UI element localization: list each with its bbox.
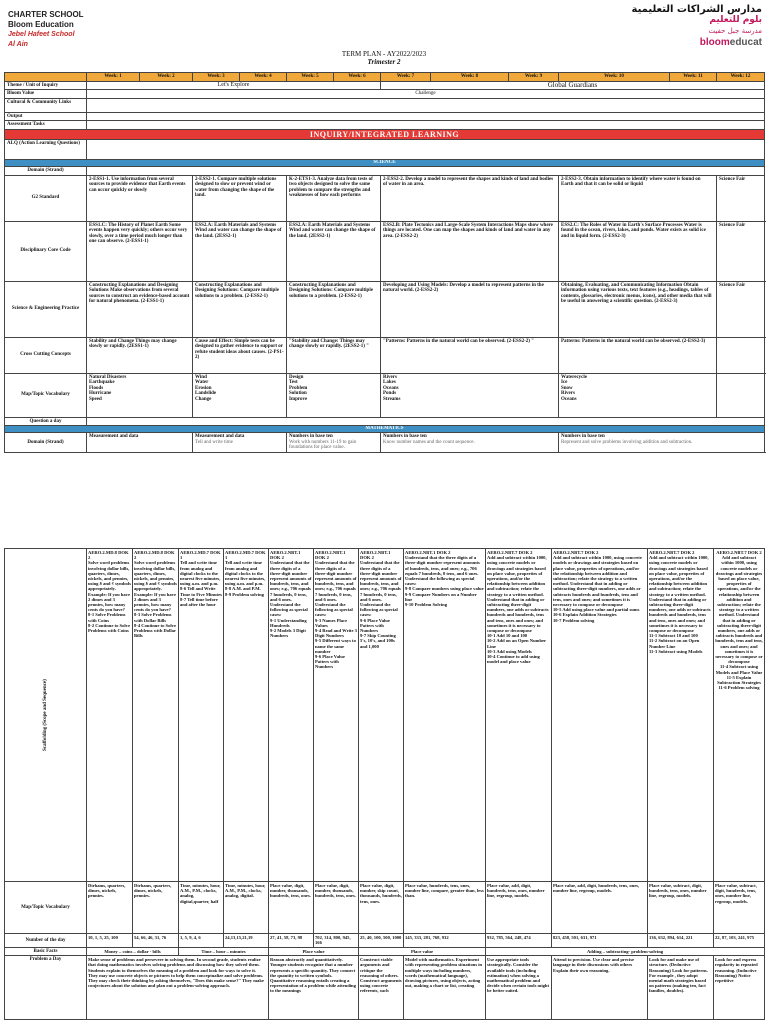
- domain-cell: Measurement and data Tell and write time: [193, 433, 287, 453]
- vocab-cell: Place value, add, digit, hundreds, tens, ones, number line, regroup, models.: [486, 882, 552, 934]
- vocab-cell: Place value, digit, number, thousands, hundreds, tens, ones.: [269, 882, 314, 934]
- inquiry-banner: INQUIRY/INTEGRATED LEARNING: [5, 129, 765, 139]
- vocab-cell: Natural Disasters Earthquake Floods Hurricane Speed: [87, 373, 193, 417]
- sep-cell: Constructing Explanations and Designing Solutions Make observations from several sources to construct an evidence-based account for natural phenomena. (2-ESS1-1): [87, 281, 193, 337]
- row-label: Assessment Tasks: [5, 121, 87, 130]
- sep-cell: Obtaining, Evaluating, and Communicating Information Obtain information using various texts, text features (e.g., headings, tables of contents, glossaries, electronic menus, icons), and other media that will be useful in answering a scientific question. (2-ESS2-3): [559, 281, 717, 337]
- row-label: Cultural & Community Links: [5, 98, 87, 112]
- pday-cell: Use appropriate tools strategically. Consider the available tools (including estimation) when solving a mathematical problem and decide when certain tools might be better suited.: [486, 956, 552, 1020]
- domain-cell: Measurement and data: [87, 433, 193, 453]
- inquiry-banner-row: [5, 129, 765, 139]
- standard-cell: 2-ESS2-1. Compare multiple solutions designed to slow or prevent wind or water from changing the shape of the land.: [193, 175, 287, 221]
- dci-cell: ESS1.C: The History of Planet Earth Some events happen very quickly; others occur very slowly, over a time period much longer than one can observe. (2-ESS1-1): [87, 221, 193, 281]
- dci-cell: ESS2.A: Earth Materials and Systems Wind and water can change the shape of the land. (2ESS2-1): [193, 221, 287, 281]
- question-day-row: [5, 417, 765, 426]
- output-row: [5, 112, 765, 121]
- dci-row: [5, 221, 765, 281]
- scaffold-cell: AERO.2.MD.7 DOK 1 Tell and write time from analog and digital clocks to the nearest five minutes, using a.m. and p.m. 8-8 A.M. and P.M. 8-9 Problem solving: [224, 549, 269, 882]
- trimester-label: Trimester 2: [367, 58, 401, 66]
- nod-cell: 823, 458, 501, 631, 971: [552, 934, 648, 948]
- scaffold-cell: AERO.2.NBT.1 DOK 2 Understand that the three digits of a three-digit number represent amounts of hundreds, tens, and ones; e.g., 706 equals 7 hundreds, 0 tens, and 6 ones. Understand the following as special cases: 9-1 Understanding Hundreds 9-2 Models 3 Digit Numbers: [269, 549, 314, 882]
- vocab-cell: Place value, hundreds, tens, ones, number line, compare, greater than, less than.: [404, 882, 486, 934]
- week-header: Week: 8: [431, 73, 509, 82]
- nod-cell: 1, 5, 9, 4, 6: [179, 934, 224, 948]
- theme-cell: Let's Explore: [87, 81, 381, 90]
- scaffold-cell: AERO.2.NBT.1 DOK 2 Understand that the three digits of a three-digit number represent amounts of hundreds, tens, and ones; e.g., 706 equals 7 hundreds, 0 tens, and 6 ones. Understand the following as special cases: 9-8 Compare numbers using place value 9-9 Compare Numbers on a Number line 9-10 Problem Solving: [404, 549, 486, 882]
- math-domain-row: [5, 433, 765, 453]
- ccc-cell: Patterns: Patterns in the natural world can be observed. (2-ESS2-3): [559, 337, 717, 373]
- row-label: Map/Topic Vocabulary: [5, 373, 87, 417]
- nod-cell: 702, 314, 800, 945, 166: [314, 934, 359, 948]
- week-header: Week: 6: [334, 73, 381, 82]
- row-label: Map/Topic Vocabulary: [5, 882, 87, 934]
- nod-cell: 932, 785, 564, 248, 474: [486, 934, 552, 948]
- vocab-cell: Waterecycle Ice Snow Rivers Oceans: [559, 373, 717, 417]
- row-label: ALQ (Action Learning Questions): [5, 139, 87, 159]
- problem-day-row: [5, 956, 765, 1020]
- arabic-school: مدرسة جبل حفيت: [708, 27, 762, 35]
- row-label: Basic Facts: [5, 948, 87, 956]
- pday-cell: Model with mathematics. Experiment with representing problem situations in multiple ways including numbers, words (mathematical language), drawing pictures, using objects, acting out, making a chart or list, creating: [404, 956, 486, 1020]
- scaffold-cell: AERO.2.NBT.7 DOK 2 Add and subtract within 1000, using concrete models or drawings and strategies based on place value, properties of operations, and/or the relationship between addition and subtraction; relate the strategy to a written method. Understand that in adding or subtracting three-digit numbers, one adds or subtracts hundreds and hundreds, tens and tens, ones and ones; and sometimes it is necessary to compose or decompose 10-5 Add using place value and partial sums 10-6 Explain Addition Strategies 10-7 Problem solving: [552, 549, 648, 882]
- facts-cell: Place value: [359, 948, 486, 956]
- ccc-cell: [717, 337, 765, 373]
- bloom-logo: [632, 4, 762, 48]
- alq-row: [5, 139, 765, 159]
- scaffold-cell: AERO.2.NBT.1 DOK 2 Understand that the three digits of a three-digit number represent amounts of hundreds, tens, and ones; e.g., 706 equals 7 hundreds, 0 tens, and 6 ones. Understand the following as special cases: 9-6 Place Value Patters with Numbers 9-7 Skip Counting 5's, 10's, and 100s and 1,000: [359, 549, 404, 882]
- ccc-cell: Cause and Effect: Simple tests can be designed to gather evidence to support or refute student ideas about causes. (2-PS1-2): [193, 337, 287, 373]
- science-vocab-row: [5, 373, 765, 417]
- school-name: Jebel Hafeet School: [8, 31, 75, 38]
- ccc-cell: Stability and Change Things may change slowly or rapidly. (2ESS1-1): [87, 337, 193, 373]
- bloom-value: Challenge: [87, 90, 765, 99]
- nod-cell: 27, 41, 58, 73, 98: [269, 934, 314, 948]
- row-label: Question a day: [5, 417, 87, 426]
- vocab-cell: Time, minutes, hour, A.M., P.M., clocks, analog, digital.: [224, 882, 269, 934]
- scaffold-cell: AERO.2.MD.7 DOK 1 Tell and write time from analog and digital clocks to the nearest five minutes, using a.m. and p.m. 8-6 Tell and Write Time to Five Minutes 8-7 Tell time before and after the hour: [179, 549, 224, 882]
- vocab-cell: Place value, subtract, digit, hundreds, tens, ones, number line, regroup, models.: [714, 882, 765, 934]
- empty-cell: [87, 166, 765, 175]
- scaffold-cell: AERO.2.MD.8 DOK 2 Solve word problems involving dollar bills, quarters, dimes, nickels, and pennies, using $ and ¢ symbols appropriately. Example: If you have 2 dimes and 3 pennies, how many cents do you have? 8-1 Solve Problems with Coins 8-2 Continue to Solve Problems with Coins: [87, 549, 133, 882]
- vocab-cell: [717, 373, 765, 417]
- dci-cell: Science Fair: [717, 221, 765, 281]
- row-label: Domain (Strand): [5, 433, 87, 453]
- row-label: Number of the day: [5, 934, 87, 948]
- pday-cell: Look for and make use of structure. (Deductive Reasoning) Look for patterns. For example , they adopt mental math strategies based on patterns (making ten, fact families, doubles).: [648, 956, 714, 1020]
- bloom-wordmark: bloomeducat: [699, 37, 762, 48]
- week-header: Week: 1: [87, 73, 140, 82]
- sep-cell: Constructing Explanations and Designing Solutions: Compare multiple solutions to a problem. (2-ESS2-1): [287, 281, 381, 337]
- nod-cell: 10, 1, 5, 25, 100: [87, 934, 133, 948]
- sep-row: [5, 281, 765, 337]
- nod-cell: 136, 632, 894, 614, 221: [648, 934, 714, 948]
- g2-standard-row: [5, 175, 765, 221]
- week-header: Week: 7: [381, 73, 431, 82]
- week-header: Week: 2: [140, 73, 193, 82]
- science-plan-table: [4, 72, 765, 453]
- facts-cell: Time – hour – minutes: [179, 948, 269, 956]
- row-label: Problem a Day: [5, 956, 87, 1020]
- standard-cell: K-2-ETS1-3. Analyze data from tests of two objects designed to solve the same problem to compare the strengths and weaknesses of how each performs: [287, 175, 381, 221]
- ccc-row: [5, 337, 765, 373]
- vocab-cell: Rivers Lakes Oceans Ponds Streams: [381, 373, 559, 417]
- math-plan-table: [4, 548, 765, 1020]
- sep-cell: Science Fair: [717, 281, 765, 337]
- scaffold-label: Scaffolding (Scope and Sequence): [42, 679, 48, 751]
- domain-cell: Numbers in base ten Represent and solve problems involving addition and subtraction.: [559, 433, 765, 453]
- dci-cell: ESS2.A: Earth Materials and Systems Wind and water can change the shape of the land. (2ESS2-1): [287, 221, 381, 281]
- sep-cell: Developing and Using Models: Develop a model to represent patterns in the natural world. (2-ESS2-2): [381, 281, 559, 337]
- week-header: Week: 3: [193, 73, 240, 82]
- vocab-cell: Wind Water Erosion Landslide Change: [193, 373, 287, 417]
- nod-cell: 22, 87, 103, 241, 975: [714, 934, 765, 948]
- org-name: Bloom Education: [8, 20, 74, 29]
- sep-cell: Constructing Explanations and Designing Solutions: Compare multiple solutions to a problem. (2-ESS2-1): [193, 281, 287, 337]
- pday-cell: Look for and express regularity in repeated reasoning. (Inductive Reasoning) Notice repetitive: [714, 956, 765, 1020]
- scaffold-cell: AERO.2.NBT.1 DOK 2 Understand that the three digits of a three-digit number represent amounts of hundreds, tens, and ones; e.g., 706 equals 7 hundreds, 0 tens, and 6 ones. Understand the following as special cases: 9-3 Names Place Values 9-4 Read and Write 3 Digit Numbers 9-5 Different ways to name the same number 9-6 Place Value Patters with Numbers: [314, 549, 359, 882]
- scaffolding-row: [5, 549, 765, 882]
- week-header: Week: 12: [717, 73, 765, 82]
- empty-cell: [87, 98, 765, 112]
- theme-cell: Global Guardians: [381, 81, 765, 90]
- week-header: Week: 9: [509, 73, 559, 82]
- basic-facts-row: [5, 948, 765, 956]
- vocab-cell: Place value, add, digit, hundreds, tens, ones, number line, regroup, models.: [552, 882, 648, 934]
- week-header: Week: 11: [670, 73, 717, 82]
- week-header: Week: 4: [240, 73, 287, 82]
- vocab-cell: Place value, digit, number, thousands, hundreds, tens, ones.: [314, 882, 359, 934]
- weeks-row: [5, 73, 765, 82]
- vocab-cell: Place value, digit, number, skip count, thousands, hundreds, tens, ones.: [359, 882, 404, 934]
- math-banner: MATHEMATICS: [5, 426, 765, 433]
- facts-cell: Money – coins – dollar - bills: [87, 948, 179, 956]
- empty-cell: [87, 417, 765, 426]
- pday-cell: Make sense of problems and persevere in solving them. In second grade, students realize that doing mathematics involves solving problems and discussing how they solved them. Students explain to themselves the meaning of a problem and look for ways to solve it. They may use concrete objects or pictures to help them conceptualize and solve problems. They may check their thinking by asking themselves, "Does this make sense?" They make conjectures about the solution and plan out a problem-solving approach.: [87, 956, 269, 1020]
- empty-cell: [87, 139, 765, 159]
- scaffold-cell: AERO.2.MD.8 DOK 2 Solve word problems involving dollar bills, quarters, dimes, nickels, and pennies, using $ and ¢ symbols appropriately. Example: If you have 2 dimes and 3 pennies, how many cents do you have? 8-3 Solve Problems with Dollar Bills 8-4 Continue to Solve Problems with Dollar Bills: [133, 549, 179, 882]
- ccc-cell: "Patterns: Patterns in the natural world can be observed. (2-ESS2-2) ": [381, 337, 559, 373]
- week-header: Week: 5: [287, 73, 334, 82]
- vocab-cell: Dirhams, quarters, dimes, nickels, pennies.: [133, 882, 179, 934]
- weeks-corner: [5, 73, 87, 82]
- row-label: [5, 549, 87, 882]
- row-label: Theme / Unit of Inquiry: [5, 81, 87, 90]
- domain-cell: Numbers in base ten Work with numbers 11-19 to gain foundations for place value.: [287, 433, 381, 453]
- cultural-row: [5, 98, 765, 112]
- number-of-day-row: [5, 934, 765, 948]
- row-label: Disciplinary Core Code: [5, 221, 87, 281]
- science-banner: SCIENCE: [5, 159, 765, 166]
- city-name: Al Ain: [8, 41, 28, 48]
- dci-cell: ESS2.C: The Roles of Water in Earth's Surface Processes Water is found in the ocean, rivers, lakes, and ponds. Water exists as solid ice and in liquid form. (2-ESS2-3): [559, 221, 717, 281]
- school-label: CHARTER SCHOOL: [8, 10, 84, 19]
- row-label: Domain (Strand): [5, 166, 87, 175]
- empty-cell: [87, 112, 765, 121]
- week-header: Week: 10: [559, 73, 670, 82]
- nod-cell: 145, 333, 281, 768, 932: [404, 934, 486, 948]
- scaffold-cell: AERO.2.NBT.7 DOK 2 Add and subtract within 1000, using concrete models or drawings and strategies based on place value, properties of operations, and/or the relationship between addition and subtraction; relate the strategy to a written method. Understand that in adding or subtracting three-digit numbers, one adds or subtracts hundreds and hundreds, tens and tens, ones and ones; and sometimes it is necessary to compose or decompose 11-4 Subtract using Models and Place Value 11-5 Explain Subtraction Strategies 11-6 Problem solving: [714, 549, 765, 882]
- standard-cell: 2-ESS1-1. Use information from several sources to provide evidence that Earth events can occur quickly or slowly: [87, 175, 193, 221]
- bloom-row: [5, 90, 765, 99]
- scaffold-cell: AERO.2.NBT.7 DOK 2 Add and subtract within 1000, using concrete models or drawings and strategies based on place value, properties of operations, and/or the relationship between addition and subtraction; relate the strategy to a written method. Understand that in adding or subtracting three-digit numbers, one adds or subtracts hundreds and hundreds, tens and tens, ones and ones; and sometimes it is necessary to compose or decompose 10-1 Add 10 and 100 10-2 Add on an Open Number Line 10-3 Add using Models 10-4 Continue to add using model and place value: [486, 549, 552, 882]
- pday-cell: Reason abstractly and quantitatively. Younger students recognize that a number represents a specific quantity. They connect the quantity to written symbols. Quantitative reasoning entails creating a representation of a problem while attending to the meanings: [269, 956, 359, 1020]
- vocab-cell: Dirhams, quarters, dimes, nickels, pennies.: [87, 882, 133, 934]
- dci-cell: ESS2.B: Plate Tectonics and Large-Scale System Interactions Maps show where things are located. One can map the shapes and kinds of land and water in any area. (2-ESS2-2): [381, 221, 559, 281]
- empty-cell: [87, 121, 765, 130]
- page-title: [0, 50, 768, 66]
- row-label: Output: [5, 112, 87, 121]
- nod-cell: 25, 40, 100, 500, 1000: [359, 934, 404, 948]
- vocab-cell: Place value, subtract, digit, hundreds, tens, ones, number line, regroup, models.: [648, 882, 714, 934]
- science-banner-row: [5, 159, 765, 166]
- nod-cell: 24,13,15,21,19: [224, 934, 269, 948]
- term-plan-title: TERM PLAN - AY2022/2023: [341, 50, 427, 58]
- domain-cell: Numbers in base ten Know number names and the count sequence.: [381, 433, 559, 453]
- row-label: G2 Standard: [5, 175, 87, 221]
- standard-cell: Science Fair: [717, 175, 765, 221]
- math-banner-row: [5, 426, 765, 433]
- theme-row: [5, 81, 765, 90]
- ccc-cell: "Stability and Change: Things may change slowly or rapidly. (2ESS2-1) ": [287, 337, 381, 373]
- facts-cell: Place value: [269, 948, 359, 956]
- science-domain-row: [5, 166, 765, 175]
- arabic-title: مدارس الشراكات التعليمية: [631, 4, 762, 15]
- facts-cell: Adding – subtracting- problem-solving: [486, 948, 765, 956]
- vocab-cell: Time, minutes, hour, A.M., P.M., clocks, analog, digital,quarter, half: [179, 882, 224, 934]
- scaffold-cell: AERO.2.NBT.7 DOK 2 Add and subtract within 1000, using concrete models or drawings and strategies based on place value, properties of operations, and/or the relationship between addition and subtraction; relate the strategy to a written method. Understand that in adding or subtracting three-digit numbers, one adds or subtracts hundreds and hundreds, tens and tens, ones and ones; and sometimes it is necessary to compose or decompose 11-1 Subtract 10 and 100 11-2 Subtract on an Open Number Line 11-3 Subtract using Models: [648, 549, 714, 882]
- pday-cell: Construct viable arguments and critique the reasoning of others. Construct arguments using concrete referents, such: [359, 956, 404, 1020]
- row-label: Cross Cutting Concepts: [5, 337, 87, 373]
- vocab-cell: Design Test Problem Solution Improve: [287, 373, 381, 417]
- standard-cell: 2-ESS2-3. Obtain information to identify where water is found on Earth and that it can be solid or liquid: [559, 175, 717, 221]
- nod-cell: 54, 66, 46, 31, 76: [133, 934, 179, 948]
- assessment-row: [5, 121, 765, 130]
- row-label: Bloom Value: [5, 90, 87, 99]
- standard-cell: 2-ESS2-2. Develop a model to represent the shapes and kinds of land and bodies of water in an area.: [381, 175, 559, 221]
- row-label: Science & Engineering Practice: [5, 281, 87, 337]
- pday-cell: Attend to precision. Use clear and precise language in their discussions with others Explain their own reasoning.: [552, 956, 648, 1020]
- arabic-subtitle: بلوم للتعليم: [709, 15, 762, 25]
- math-vocab-row: [5, 882, 765, 934]
- school-header: [8, 10, 84, 50]
